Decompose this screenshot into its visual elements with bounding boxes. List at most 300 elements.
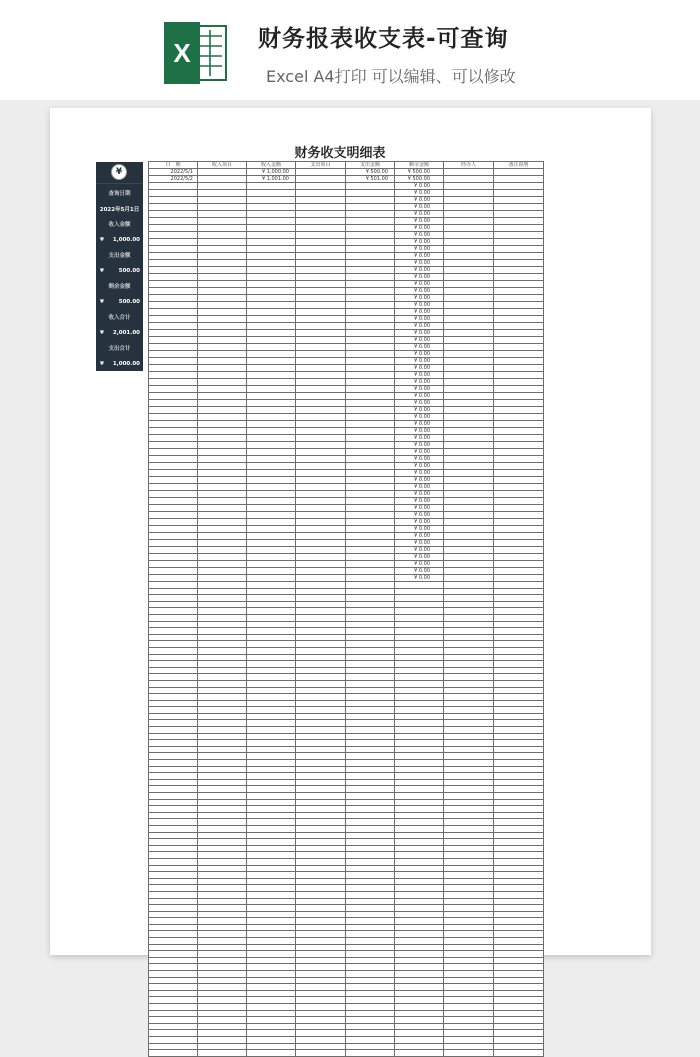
table-cell-balance[interactable] [395, 700, 444, 707]
table-cell-income-item[interactable] [198, 1023, 247, 1030]
table-cell-handler[interactable] [444, 1043, 494, 1050]
table-cell-income-item[interactable] [198, 628, 247, 635]
table-cell-expense[interactable] [346, 812, 395, 819]
table-cell-expense[interactable] [346, 634, 395, 641]
table-cell-income[interactable] [247, 918, 296, 925]
table-cell-income-item[interactable] [198, 760, 247, 767]
table-cell-note[interactable] [494, 477, 544, 484]
table-cell-date[interactable] [149, 260, 198, 267]
table-cell-note[interactable] [494, 358, 544, 365]
table-cell-date[interactable] [149, 379, 198, 386]
table-cell-date[interactable] [149, 614, 198, 621]
table-cell-balance[interactable] [395, 825, 444, 832]
table-cell-expense-item[interactable] [296, 1030, 346, 1037]
table-cell-expense[interactable] [346, 309, 395, 316]
table-cell-note[interactable] [494, 990, 544, 997]
table-cell-note[interactable] [494, 641, 544, 648]
table-cell-expense-item[interactable] [296, 288, 346, 295]
table-cell-handler[interactable] [444, 218, 494, 225]
table-cell-balance[interactable] [395, 832, 444, 839]
table-cell-balance[interactable] [395, 1043, 444, 1050]
table-cell-handler[interactable] [444, 407, 494, 414]
table-cell-handler[interactable] [444, 428, 494, 435]
table-cell-note[interactable] [494, 977, 544, 984]
table-cell-income-item[interactable] [198, 924, 247, 931]
table-cell-note[interactable] [494, 323, 544, 330]
table-cell-expense[interactable] [346, 661, 395, 668]
table-cell-expense[interactable] [346, 984, 395, 991]
table-cell-handler[interactable] [444, 267, 494, 274]
table-cell-expense[interactable] [346, 575, 395, 582]
table-cell-income-item[interactable] [198, 1036, 247, 1043]
table-cell-expense-item[interactable] [296, 832, 346, 839]
table-cell-balance[interactable] [395, 1023, 444, 1030]
table-cell-expense[interactable] [346, 540, 395, 547]
table-cell-note[interactable] [494, 601, 544, 608]
table-cell-income-item[interactable] [198, 766, 247, 773]
table-cell-expense-item[interactable] [296, 519, 346, 526]
table-cell-note[interactable] [494, 740, 544, 747]
table-cell-note[interactable] [494, 733, 544, 740]
table-cell-expense-item[interactable] [296, 977, 346, 984]
table-cell-income[interactable] [247, 456, 296, 463]
table-cell-income-item[interactable] [198, 176, 247, 183]
table-cell-handler[interactable] [444, 872, 494, 879]
table-cell-date[interactable] [149, 667, 198, 674]
table-cell-expense[interactable] [346, 1023, 395, 1030]
table-cell-expense[interactable] [346, 526, 395, 533]
table-cell-expense[interactable] [346, 990, 395, 997]
table-cell-income-item[interactable] [198, 414, 247, 421]
table-cell-expense[interactable] [346, 197, 395, 204]
table-cell-income[interactable] [247, 183, 296, 190]
query-date-input[interactable]: 2022年5月1日 [99, 207, 140, 213]
table-cell-income-item[interactable] [198, 526, 247, 533]
table-cell-note[interactable] [494, 533, 544, 540]
table-cell-income[interactable] [247, 964, 296, 971]
table-cell-expense[interactable] [346, 211, 395, 218]
table-cell-note[interactable] [494, 554, 544, 561]
table-cell-note[interactable] [494, 575, 544, 582]
table-cell-handler[interactable] [444, 225, 494, 232]
table-cell-date[interactable] [149, 878, 198, 885]
table-cell-date[interactable] [149, 274, 198, 281]
table-cell-date[interactable] [149, 582, 198, 589]
table-cell-balance[interactable]: ¥ 0.00 [395, 239, 444, 246]
table-cell-expense[interactable] [346, 832, 395, 839]
table-cell-note[interactable] [494, 239, 544, 246]
table-cell-balance[interactable] [395, 694, 444, 701]
table-cell-expense[interactable] [346, 924, 395, 931]
table-cell-income[interactable] [247, 878, 296, 885]
table-cell-date[interactable] [149, 533, 198, 540]
table-cell-income-item[interactable] [198, 872, 247, 879]
table-cell-date[interactable] [149, 898, 198, 905]
table-cell-expense[interactable] [346, 766, 395, 773]
table-cell-income[interactable] [247, 812, 296, 819]
table-cell-income[interactable] [247, 911, 296, 918]
table-cell-handler[interactable] [444, 944, 494, 951]
table-cell-expense-item[interactable] [296, 526, 346, 533]
table-cell-handler[interactable] [444, 839, 494, 846]
table-cell-income[interactable] [247, 845, 296, 852]
table-cell-handler[interactable] [444, 898, 494, 905]
table-cell-expense-item[interactable] [296, 911, 346, 918]
table-cell-income[interactable] [247, 707, 296, 714]
table-cell-date[interactable] [149, 852, 198, 859]
table-cell-handler[interactable] [444, 414, 494, 421]
table-cell-handler[interactable] [444, 760, 494, 767]
table-cell-expense-item[interactable] [296, 793, 346, 800]
table-cell-balance[interactable]: ¥ 0.00 [395, 512, 444, 519]
table-cell-expense[interactable] [346, 232, 395, 239]
table-cell-income-item[interactable] [198, 330, 247, 337]
table-cell-handler[interactable] [444, 951, 494, 958]
table-cell-income-item[interactable] [198, 957, 247, 964]
table-cell-expense-item[interactable] [296, 825, 346, 832]
table-cell-expense[interactable] [346, 449, 395, 456]
table-cell-balance[interactable]: ¥ 0.00 [395, 477, 444, 484]
table-cell-handler[interactable] [444, 1010, 494, 1017]
table-cell-income-item[interactable] [198, 358, 247, 365]
table-cell-income[interactable] [247, 1036, 296, 1043]
table-cell-income[interactable] [247, 351, 296, 358]
table-cell-balance[interactable]: ¥ 0.00 [395, 568, 444, 575]
table-cell-note[interactable] [494, 386, 544, 393]
table-cell-expense[interactable] [346, 878, 395, 885]
table-cell-note[interactable] [494, 582, 544, 589]
table-cell-expense[interactable] [346, 547, 395, 554]
table-cell-note[interactable] [494, 218, 544, 225]
table-cell-note[interactable] [494, 442, 544, 449]
table-cell-income-item[interactable] [198, 997, 247, 1004]
table-cell-note[interactable] [494, 428, 544, 435]
table-cell-expense-item[interactable] [296, 898, 346, 905]
table-cell-expense[interactable] [346, 740, 395, 747]
table-cell-expense-item[interactable] [296, 351, 346, 358]
table-cell-expense-item[interactable] [296, 878, 346, 885]
table-cell-balance[interactable]: ¥ 500.00 [395, 176, 444, 183]
table-cell-expense-item[interactable] [296, 766, 346, 773]
table-cell-balance[interactable]: ¥ 0.00 [395, 218, 444, 225]
table-cell-income-item[interactable] [198, 984, 247, 991]
table-cell-expense-item[interactable] [296, 477, 346, 484]
table-cell-expense[interactable] [346, 379, 395, 386]
table-cell-handler[interactable] [444, 957, 494, 964]
table-cell-expense[interactable] [346, 288, 395, 295]
table-cell-income-item[interactable] [198, 323, 247, 330]
table-cell-date[interactable] [149, 680, 198, 687]
table-cell-expense-item[interactable] [296, 608, 346, 615]
table-cell-note[interactable] [494, 595, 544, 602]
table-cell-income[interactable] [247, 246, 296, 253]
table-cell-handler[interactable] [444, 449, 494, 456]
table-cell-income-item[interactable] [198, 608, 247, 615]
table-cell-expense-item[interactable] [296, 323, 346, 330]
table-cell-income-item[interactable] [198, 614, 247, 621]
table-cell-balance[interactable]: ¥ 0.00 [395, 547, 444, 554]
table-cell-income[interactable] [247, 885, 296, 892]
table-cell-note[interactable] [494, 400, 544, 407]
table-cell-income[interactable] [247, 786, 296, 793]
table-cell-note[interactable] [494, 365, 544, 372]
table-cell-handler[interactable] [444, 372, 494, 379]
table-cell-note[interactable] [494, 687, 544, 694]
table-cell-income-item[interactable] [198, 288, 247, 295]
table-cell-handler[interactable] [444, 232, 494, 239]
table-cell-note[interactable] [494, 183, 544, 190]
table-cell-income[interactable] [247, 766, 296, 773]
table-cell-income-item[interactable] [198, 400, 247, 407]
table-cell-expense[interactable] [346, 561, 395, 568]
table-cell-expense[interactable] [346, 628, 395, 635]
table-cell-expense[interactable] [346, 407, 395, 414]
table-cell-income[interactable]: ¥ 1,001.00 [247, 176, 296, 183]
table-cell-income[interactable] [247, 526, 296, 533]
table-cell-expense[interactable] [346, 806, 395, 813]
table-cell-note[interactable] [494, 225, 544, 232]
table-cell-note[interactable] [494, 858, 544, 865]
table-cell-income[interactable] [247, 674, 296, 681]
table-cell-balance[interactable] [395, 799, 444, 806]
table-cell-date[interactable] [149, 323, 198, 330]
table-cell-balance[interactable] [395, 944, 444, 951]
table-cell-expense[interactable] [346, 680, 395, 687]
table-cell-income[interactable] [247, 667, 296, 674]
table-cell-income[interactable] [247, 700, 296, 707]
table-cell-expense-item[interactable] [296, 463, 346, 470]
table-cell-expense-item[interactable] [296, 858, 346, 865]
table-cell-expense[interactable] [346, 957, 395, 964]
table-cell-balance[interactable]: ¥ 0.00 [395, 183, 444, 190]
table-cell-date[interactable] [149, 456, 198, 463]
table-cell-note[interactable] [494, 372, 544, 379]
table-cell-expense-item[interactable] [296, 239, 346, 246]
table-cell-expense[interactable] [346, 204, 395, 211]
table-cell-note[interactable] [494, 819, 544, 826]
table-cell-income[interactable] [247, 1043, 296, 1050]
table-cell-expense[interactable] [346, 872, 395, 879]
table-cell-income-item[interactable] [198, 470, 247, 477]
table-cell-expense-item[interactable] [296, 337, 346, 344]
table-cell-expense-item[interactable] [296, 246, 346, 253]
table-cell-date[interactable] [149, 608, 198, 615]
table-cell-note[interactable] [494, 647, 544, 654]
table-cell-income-item[interactable] [198, 654, 247, 661]
table-cell-income-item[interactable] [198, 449, 247, 456]
table-cell-date[interactable] [149, 766, 198, 773]
table-cell-handler[interactable] [444, 595, 494, 602]
table-cell-expense-item[interactable] [296, 753, 346, 760]
table-cell-income[interactable] [247, 568, 296, 575]
table-cell-income-item[interactable] [198, 667, 247, 674]
table-cell-balance[interactable] [395, 924, 444, 931]
table-cell-balance[interactable] [395, 858, 444, 865]
table-cell-date[interactable] [149, 400, 198, 407]
table-cell-date[interactable] [149, 727, 198, 734]
table-cell-balance[interactable] [395, 773, 444, 780]
table-cell-expense[interactable] [346, 295, 395, 302]
table-cell-balance[interactable] [395, 733, 444, 740]
table-cell-note[interactable] [494, 505, 544, 512]
table-cell-expense[interactable] [346, 964, 395, 971]
table-cell-expense-item[interactable] [296, 601, 346, 608]
table-cell-expense-item[interactable] [296, 295, 346, 302]
table-cell-expense-item[interactable] [296, 819, 346, 826]
table-cell-balance[interactable] [395, 753, 444, 760]
table-cell-income-item[interactable] [198, 428, 247, 435]
table-cell-expense-item[interactable] [296, 274, 346, 281]
table-cell-expense-item[interactable] [296, 984, 346, 991]
table-cell-expense[interactable] [346, 512, 395, 519]
table-cell-income-item[interactable] [198, 746, 247, 753]
table-cell-note[interactable] [494, 891, 544, 898]
table-cell-date[interactable] [149, 554, 198, 561]
table-cell-income[interactable] [247, 654, 296, 661]
table-cell-income-item[interactable] [198, 246, 247, 253]
table-cell-date[interactable] [149, 779, 198, 786]
table-cell-balance[interactable]: ¥ 0.00 [395, 344, 444, 351]
table-cell-expense-item[interactable] [296, 498, 346, 505]
table-cell-income[interactable] [247, 694, 296, 701]
table-cell-balance[interactable]: ¥ 0.00 [395, 414, 444, 421]
table-cell-income-item[interactable] [198, 554, 247, 561]
table-cell-expense-item[interactable] [296, 533, 346, 540]
table-cell-expense[interactable] [346, 793, 395, 800]
table-cell-note[interactable] [494, 330, 544, 337]
table-cell-balance[interactable]: ¥ 0.00 [395, 456, 444, 463]
table-cell-handler[interactable] [444, 727, 494, 734]
table-cell-handler[interactable] [444, 260, 494, 267]
table-cell-handler[interactable] [444, 687, 494, 694]
table-cell-income[interactable] [247, 799, 296, 806]
table-cell-note[interactable] [494, 793, 544, 800]
table-cell-handler[interactable] [444, 858, 494, 865]
table-cell-balance[interactable] [395, 793, 444, 800]
table-cell-expense-item[interactable] [296, 169, 346, 176]
table-cell-expense[interactable] [346, 641, 395, 648]
table-cell-balance[interactable]: ¥ 0.00 [395, 421, 444, 428]
table-cell-income-item[interactable] [198, 825, 247, 832]
table-cell-note[interactable] [494, 260, 544, 267]
table-cell-income-item[interactable] [198, 911, 247, 918]
table-cell-expense-item[interactable] [296, 938, 346, 945]
table-cell-note[interactable] [494, 176, 544, 183]
table-cell-note[interactable] [494, 885, 544, 892]
table-cell-note[interactable] [494, 1036, 544, 1043]
table-cell-handler[interactable] [444, 526, 494, 533]
table-cell-expense[interactable] [346, 372, 395, 379]
table-cell-expense-item[interactable] [296, 365, 346, 372]
table-cell-note[interactable] [494, 568, 544, 575]
table-cell-expense-item[interactable] [296, 614, 346, 621]
table-cell-note[interactable] [494, 674, 544, 681]
table-cell-balance[interactable] [395, 641, 444, 648]
table-cell-income[interactable] [247, 330, 296, 337]
table-cell-expense[interactable] [346, 654, 395, 661]
table-cell-expense-item[interactable] [296, 435, 346, 442]
table-cell-handler[interactable] [444, 931, 494, 938]
table-cell-expense[interactable] [346, 700, 395, 707]
table-cell-income[interactable] [247, 872, 296, 879]
table-cell-balance[interactable] [395, 885, 444, 892]
table-cell-income-item[interactable] [198, 852, 247, 859]
table-cell-handler[interactable] [444, 753, 494, 760]
table-cell-note[interactable] [494, 190, 544, 197]
table-cell-expense-item[interactable] [296, 407, 346, 414]
table-cell-note[interactable] [494, 799, 544, 806]
table-cell-handler[interactable] [444, 773, 494, 780]
table-cell-balance[interactable]: ¥ 0.00 [395, 554, 444, 561]
table-cell-expense-item[interactable] [296, 225, 346, 232]
table-cell-balance[interactable] [395, 595, 444, 602]
table-cell-income-item[interactable] [198, 295, 247, 302]
table-cell-handler[interactable] [444, 641, 494, 648]
table-cell-income[interactable] [247, 540, 296, 547]
table-cell-expense[interactable] [346, 786, 395, 793]
table-cell-expense[interactable] [346, 918, 395, 925]
table-cell-balance[interactable]: ¥ 0.00 [395, 505, 444, 512]
table-cell-balance[interactable] [395, 740, 444, 747]
table-cell-balance[interactable] [395, 852, 444, 859]
table-cell-expense[interactable] [346, 568, 395, 575]
table-cell-handler[interactable] [444, 621, 494, 628]
table-cell-handler[interactable] [444, 786, 494, 793]
table-cell-income-item[interactable] [198, 938, 247, 945]
table-cell-income[interactable] [247, 858, 296, 865]
table-cell-expense-item[interactable] [296, 554, 346, 561]
table-cell-income[interactable] [247, 575, 296, 582]
table-cell-date[interactable] [149, 253, 198, 260]
table-cell-handler[interactable] [444, 720, 494, 727]
table-cell-note[interactable] [494, 971, 544, 978]
table-cell-expense[interactable] [346, 931, 395, 938]
table-cell-expense-item[interactable] [296, 964, 346, 971]
table-cell-income-item[interactable] [198, 491, 247, 498]
table-cell-expense-item[interactable] [296, 700, 346, 707]
table-cell-income[interactable] [247, 641, 296, 648]
table-cell-balance[interactable]: ¥ 0.00 [395, 225, 444, 232]
table-cell-income[interactable] [247, 337, 296, 344]
table-cell-income-item[interactable] [198, 799, 247, 806]
table-cell-balance[interactable] [395, 845, 444, 852]
table-cell-handler[interactable] [444, 779, 494, 786]
table-cell-balance[interactable]: ¥ 0.00 [395, 267, 444, 274]
table-cell-handler[interactable] [444, 456, 494, 463]
table-cell-note[interactable] [494, 872, 544, 879]
table-cell-note[interactable] [494, 812, 544, 819]
table-cell-note[interactable] [494, 484, 544, 491]
table-cell-note[interactable] [494, 911, 544, 918]
table-cell-balance[interactable]: ¥ 0.00 [395, 575, 444, 582]
table-cell-handler[interactable] [444, 1030, 494, 1037]
table-cell-note[interactable] [494, 519, 544, 526]
table-cell-balance[interactable] [395, 819, 444, 826]
table-cell-expense-item[interactable] [296, 547, 346, 554]
table-cell-expense-item[interactable] [296, 654, 346, 661]
table-cell-balance[interactable] [395, 878, 444, 885]
column-header[interactable]: 支出金额 [346, 162, 395, 169]
table-cell-balance[interactable]: ¥ 0.00 [395, 260, 444, 267]
table-cell-date[interactable] [149, 491, 198, 498]
table-cell-income[interactable] [247, 232, 296, 239]
table-cell-date[interactable] [149, 674, 198, 681]
table-cell-note[interactable] [494, 1004, 544, 1011]
table-cell-balance[interactable] [395, 707, 444, 714]
table-cell-balance[interactable] [395, 964, 444, 971]
table-cell-date[interactable] [149, 628, 198, 635]
table-cell-handler[interactable] [444, 204, 494, 211]
